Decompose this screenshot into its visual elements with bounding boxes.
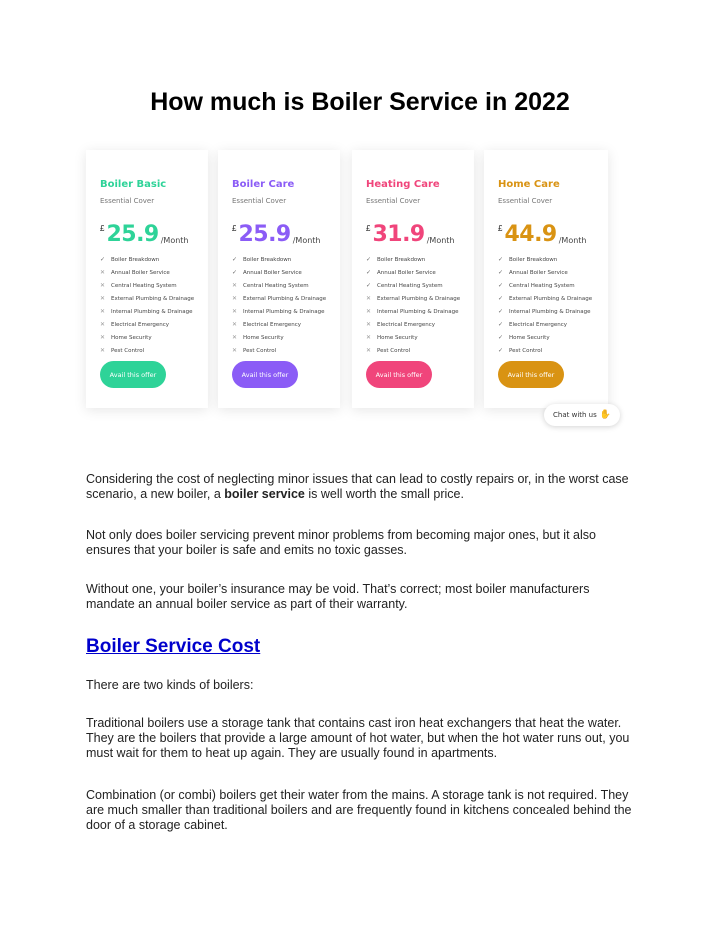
avail-offer-button[interactable]: Avail this offer	[232, 361, 298, 388]
check-icon: ✓	[366, 269, 372, 276]
currency-symbol: £	[232, 224, 237, 233]
feature-item	[232, 279, 326, 292]
feature-item	[232, 253, 326, 266]
feature-label: Home Security	[243, 334, 284, 341]
paragraph-servicing: Not only does boiler servicing prevent minor problems from becoming major ones, but it also ensures that your boiler is safe and emits no toxic gasses.	[86, 528, 596, 557]
plan-name: Boiler Basic	[100, 179, 167, 190]
plan-price	[232, 222, 321, 247]
paragraph-traditional: Traditional boilers use a storage tank that contains cast iron heat exchangers that heat the water. They are the boilers that provide a large amount of hot water, but when the hot water runs out, you must wait for them to heat up again. They are usually found in apartments.	[86, 716, 630, 760]
feature-item	[498, 318, 592, 331]
feature-label: Boiler Breakdown	[377, 256, 426, 263]
feature-label: Boiler Breakdown	[509, 256, 558, 263]
cross-icon: ✕	[100, 282, 106, 289]
cross-icon: ✕	[232, 295, 238, 302]
feature-label: Annual Boiler Service	[111, 269, 170, 276]
check-icon: ✓	[232, 256, 238, 263]
feature-label: External Plumbing & Drainage	[377, 295, 461, 302]
plan-cover: Essential Cover	[366, 197, 421, 205]
cross-icon: ✕	[100, 334, 106, 341]
feature-label: Electrical Emergency	[243, 321, 302, 328]
check-icon: ✓	[498, 308, 504, 315]
feature-label: Internal Plumbing & Drainage	[509, 308, 591, 315]
plan-cover: Essential Cover	[232, 197, 287, 205]
feature-label: Pest Control	[509, 347, 543, 354]
feature-item	[100, 279, 194, 292]
feature-label: Central Heating System	[111, 282, 177, 289]
paragraph-kinds: There are two kinds of boilers:	[86, 678, 254, 692]
chat-button[interactable]	[544, 404, 620, 426]
feature-item	[366, 331, 460, 344]
feature-item	[498, 253, 592, 266]
feature-label: External Plumbing & Drainage	[111, 295, 195, 302]
avail-offer-button[interactable]: Avail this offer	[100, 361, 166, 388]
currency-symbol: £	[498, 224, 503, 233]
cross-icon: ✕	[232, 334, 238, 341]
feature-item	[232, 318, 326, 331]
feature-label: External Plumbing & Drainage	[243, 295, 327, 302]
feature-list	[100, 253, 194, 357]
feature-item	[232, 266, 326, 279]
feature-label: Annual Boiler Service	[377, 269, 436, 276]
feature-item	[100, 266, 194, 279]
feature-label: Pest Control	[243, 347, 277, 354]
feature-label: External Plumbing & Drainage	[509, 295, 593, 302]
feature-list	[498, 253, 592, 357]
price-period: /Month	[160, 236, 189, 245]
cross-icon: ✕	[100, 321, 106, 328]
avail-offer-button[interactable]: Avail this offer	[366, 361, 432, 388]
feature-item	[232, 305, 326, 318]
feature-list	[232, 253, 326, 357]
boiler-service-bold: boiler service	[224, 487, 305, 501]
feature-item	[366, 266, 460, 279]
feature-item	[366, 279, 460, 292]
plan-price	[100, 222, 189, 247]
feature-label: Pest Control	[111, 347, 145, 354]
paragraph-insurance: Without one, your boiler’s insurance may be void. That’s correct; most boiler manufacturers mandate an annual boiler service as part of their warranty.	[86, 582, 590, 611]
pricing-card	[484, 150, 608, 408]
plan-name: Heating Care	[366, 179, 440, 190]
feature-item	[498, 344, 592, 357]
price-period: /Month	[558, 236, 587, 245]
check-icon: ✓	[498, 347, 504, 354]
price-amount: 25.9	[106, 222, 159, 247]
feature-label: Electrical Emergency	[509, 321, 568, 328]
feature-label: Internal Plumbing & Drainage	[243, 308, 325, 315]
feature-item	[100, 344, 194, 357]
plan-name: Boiler Care	[232, 179, 295, 190]
pricing-card	[352, 150, 474, 408]
feature-item	[100, 318, 194, 331]
paragraph-text: Considering the cost of neglecting minor issues that can lead to costly repairs or, in the worst case scenario, a new boiler, a	[86, 472, 629, 501]
waving-hand-icon: ✋	[599, 410, 611, 420]
price-period: /Month	[426, 236, 455, 245]
cross-icon: ✕	[366, 308, 372, 315]
feature-item	[366, 318, 460, 331]
check-icon: ✓	[498, 334, 504, 341]
plan-name: Home Care	[498, 179, 560, 190]
plan-price	[498, 222, 587, 247]
feature-item	[232, 344, 326, 357]
feature-item	[366, 253, 460, 266]
check-icon: ✓	[498, 269, 504, 276]
price-amount: 44.9	[504, 222, 557, 247]
feature-label: Boiler Breakdown	[111, 256, 160, 263]
feature-label: Pest Control	[377, 347, 411, 354]
paragraph-intro	[86, 472, 638, 502]
feature-item	[100, 292, 194, 305]
feature-item	[366, 292, 460, 305]
check-icon: ✓	[498, 321, 504, 328]
plan-price	[366, 222, 455, 247]
feature-label: Home Security	[377, 334, 418, 341]
feature-label: Electrical Emergency	[111, 321, 170, 328]
feature-label: Electrical Emergency	[377, 321, 436, 328]
cross-icon: ✕	[100, 295, 106, 302]
feature-item	[498, 266, 592, 279]
plan-cover: Essential Cover	[498, 197, 553, 205]
check-icon: ✓	[366, 256, 372, 263]
currency-symbol: £	[366, 224, 371, 233]
feature-item	[100, 331, 194, 344]
cross-icon: ✕	[100, 269, 106, 276]
cross-icon: ✕	[232, 308, 238, 315]
feature-label: Central Heating System	[243, 282, 309, 289]
feature-item	[100, 253, 194, 266]
cross-icon: ✕	[366, 295, 372, 302]
feature-label: Internal Plumbing & Drainage	[111, 308, 193, 315]
cross-icon: ✕	[366, 321, 372, 328]
feature-item	[498, 305, 592, 318]
cross-icon: ✕	[232, 347, 238, 354]
plan-cover: Essential Cover	[100, 197, 155, 205]
feature-item	[366, 344, 460, 357]
currency-symbol: £	[100, 224, 105, 233]
feature-item	[232, 292, 326, 305]
feature-label: Annual Boiler Service	[509, 269, 568, 276]
check-icon: ✓	[498, 282, 504, 289]
feature-label: Internal Plumbing & Drainage	[377, 308, 459, 315]
feature-item	[366, 305, 460, 318]
page-title: How much is Boiler Service in 2022	[150, 88, 570, 116]
feature-item	[498, 279, 592, 292]
feature-item	[232, 331, 326, 344]
feature-item	[100, 305, 194, 318]
feature-label: Central Heating System	[509, 282, 575, 289]
pricing-card	[86, 150, 208, 408]
feature-label: Boiler Breakdown	[243, 256, 292, 263]
check-icon: ✓	[232, 269, 238, 276]
feature-item	[498, 331, 592, 344]
check-icon: ✓	[498, 256, 504, 263]
feature-item	[498, 292, 592, 305]
boiler-service-cost-heading[interactable]: Boiler Service Cost	[86, 636, 261, 657]
cross-icon: ✕	[366, 334, 372, 341]
cross-icon: ✕	[100, 347, 106, 354]
check-icon: ✓	[100, 256, 106, 263]
chat-label: Chat with us	[553, 411, 597, 419]
feature-list	[366, 253, 460, 357]
cross-icon: ✕	[366, 347, 372, 354]
paragraph-combi: Combination (or combi) boilers get their water from the mains. A storage tank is not required. They are much smaller than traditional boilers and are frequently found in kitchens concealed behind the door of a storage cabinet.	[86, 788, 632, 832]
cross-icon: ✕	[232, 321, 238, 328]
price-amount: 25.9	[238, 222, 291, 247]
price-amount: 31.9	[372, 222, 425, 247]
pricing-image	[86, 150, 622, 430]
pricing-card	[218, 150, 340, 408]
check-icon: ✓	[366, 282, 372, 289]
feature-label: Home Security	[509, 334, 550, 341]
feature-label: Annual Boiler Service	[243, 269, 302, 276]
feature-label: Home Security	[111, 334, 152, 341]
check-icon: ✓	[498, 295, 504, 302]
avail-offer-button[interactable]: Avail this offer	[498, 361, 564, 388]
cross-icon: ✕	[100, 308, 106, 315]
feature-label: Central Heating System	[377, 282, 443, 289]
cross-icon: ✕	[232, 282, 238, 289]
price-period: /Month	[292, 236, 321, 245]
paragraph-text: is well worth the small price.	[304, 487, 464, 501]
